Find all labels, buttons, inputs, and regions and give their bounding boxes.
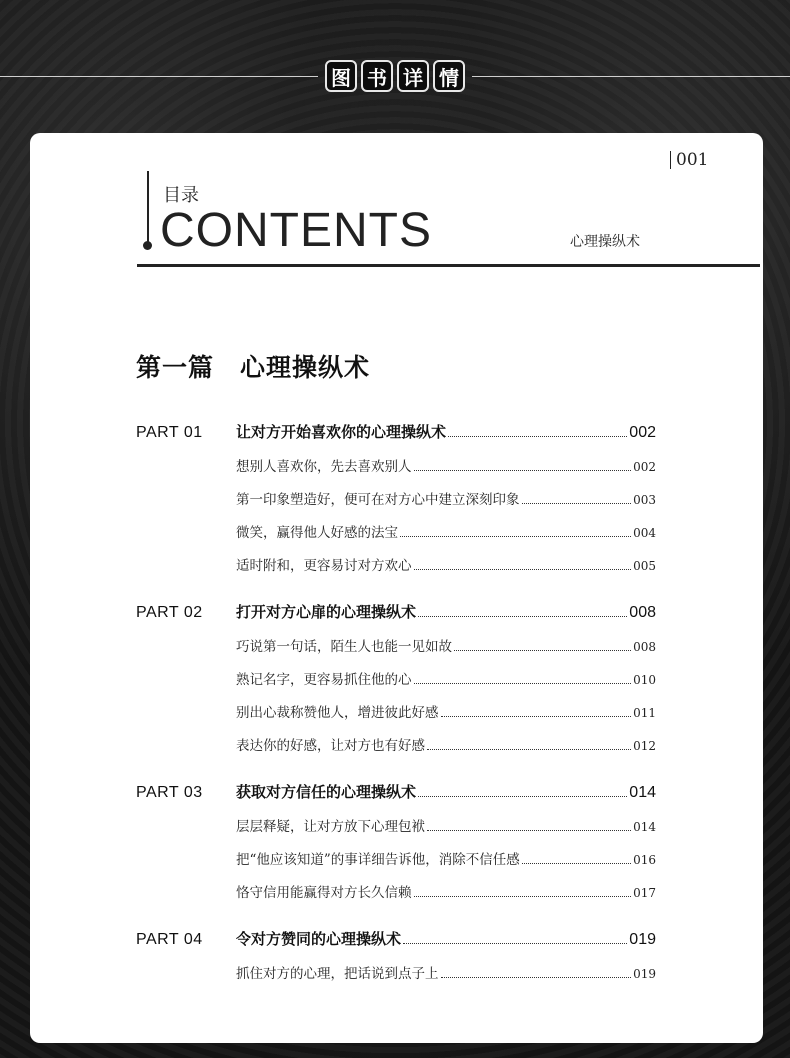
banner-divider-left — [0, 76, 318, 77]
page-ref: 011 — [633, 706, 656, 720]
leader-dots — [414, 470, 632, 471]
leader-dots — [403, 943, 627, 944]
toc-sub-entry[interactable] — [136, 848, 656, 868]
banner-divider-right — [472, 76, 790, 77]
chapter-heading — [136, 348, 370, 384]
page-ref: 002 — [629, 424, 656, 441]
part-label: PART 04 — [136, 931, 203, 948]
page-ref: 016 — [633, 853, 656, 867]
page-ref: 008 — [629, 604, 656, 621]
page-ref: 014 — [633, 820, 656, 834]
leader-dots — [522, 503, 632, 504]
leader-dots — [441, 977, 632, 978]
entry-title: 恪守信用能赢得对方长久信赖 — [236, 885, 412, 901]
toc-sub-entry[interactable] — [136, 521, 656, 541]
entry-title: 适时附和，更容易讨对方欢心 — [236, 558, 412, 574]
leader-dots — [414, 896, 632, 897]
toc-sub-entry[interactable] — [136, 962, 656, 982]
page-ref: 003 — [633, 493, 656, 507]
toc-sub-entry[interactable] — [136, 815, 656, 835]
leader-dots — [427, 749, 631, 750]
toc-sub-entry[interactable] — [136, 701, 656, 721]
page-ref: 012 — [633, 739, 656, 753]
leader-dots — [400, 536, 631, 537]
part-label: PART 02 — [136, 604, 203, 621]
part-title: 让对方开始喜欢你的心理操纵术 — [236, 423, 447, 441]
leader-dots — [427, 830, 631, 831]
banner-char: 详 — [397, 60, 429, 92]
page-ref: 014 — [629, 784, 656, 801]
entry-title: 层层释疑，让对方放下心理包袱 — [236, 819, 425, 835]
heading-rule — [137, 264, 760, 267]
part-title: 打开对方心扉的心理操纵术 — [236, 603, 417, 621]
title-dot — [143, 241, 152, 250]
entry-title: 把“他应该知道”的事详细告诉他，消除不信任感 — [236, 852, 520, 868]
banner-char: 情 — [433, 60, 465, 92]
page-number: 001 — [676, 150, 709, 170]
entry-title: 想别人喜欢你，先去喜欢别人 — [236, 459, 412, 475]
toc-sub-entry[interactable] — [136, 554, 656, 574]
entry-title: 第一印象塑造好，便可在对方心中建立深刻印象 — [236, 492, 520, 508]
banner-title — [318, 58, 472, 94]
entry-title: 抓住对方的心理，把话说到点子上 — [236, 966, 439, 982]
page-ref: 019 — [633, 967, 656, 981]
toc-part-entry[interactable] — [136, 928, 656, 949]
toc-sub-entry[interactable] — [136, 488, 656, 508]
leader-dots — [454, 650, 631, 651]
leader-dots — [418, 796, 627, 797]
toc-sub-entry[interactable] — [136, 635, 656, 655]
leader-dots — [414, 683, 632, 684]
leader-dots — [522, 863, 631, 864]
part-label: PART 03 — [136, 784, 203, 801]
book-subtitle: 心理操纵术 — [570, 234, 640, 250]
entry-title: 微笑，赢得他人好感的法宝 — [236, 525, 398, 541]
page-ref: 019 — [629, 931, 656, 948]
leader-dots — [448, 436, 627, 437]
toc-sub-entry[interactable] — [136, 455, 656, 475]
contents-heading: CONTENTS — [160, 204, 432, 257]
title-vertical-line — [147, 171, 149, 247]
leader-dots — [414, 569, 632, 570]
banner-char: 书 — [361, 60, 393, 92]
entry-title: 巧说第一句话，陌生人也能一见如故 — [236, 639, 452, 655]
chapter-title: 心理操纵术 — [240, 353, 371, 382]
page-ref: 005 — [633, 559, 656, 573]
entry-title: 熟记名字，更容易抓住他的心 — [236, 672, 412, 688]
toc-part-entry[interactable] — [136, 421, 656, 442]
part-label: PART 01 — [136, 424, 203, 441]
chapter-prefix: 第一篇 — [136, 353, 215, 382]
part-title: 获取对方信任的心理操纵术 — [236, 783, 417, 801]
toc-sub-entry[interactable] — [136, 668, 656, 688]
toc-part-entry[interactable] — [136, 781, 656, 802]
page-ref: 008 — [633, 640, 656, 654]
mulu-heading: 目录 — [163, 185, 199, 206]
toc-sub-entry[interactable] — [136, 734, 656, 754]
leader-dots — [441, 716, 632, 717]
toc-sub-entry[interactable] — [136, 881, 656, 901]
entry-title: 别出心裁称赞他人，增进彼此好感 — [236, 705, 439, 721]
page-ref: 017 — [633, 886, 656, 900]
page-ref: 004 — [633, 526, 656, 540]
entry-title: 表达你的好感，让对方也有好感 — [236, 738, 425, 754]
page-ref: 002 — [633, 460, 656, 474]
banner-char: 图 — [325, 60, 357, 92]
leader-dots — [418, 616, 627, 617]
page-ref: 010 — [633, 673, 656, 687]
toc-part-entry[interactable] — [136, 601, 656, 622]
toc-page — [30, 133, 763, 1043]
part-title: 令对方赞同的心理操纵术 — [236, 930, 402, 948]
header-banner — [0, 0, 790, 130]
